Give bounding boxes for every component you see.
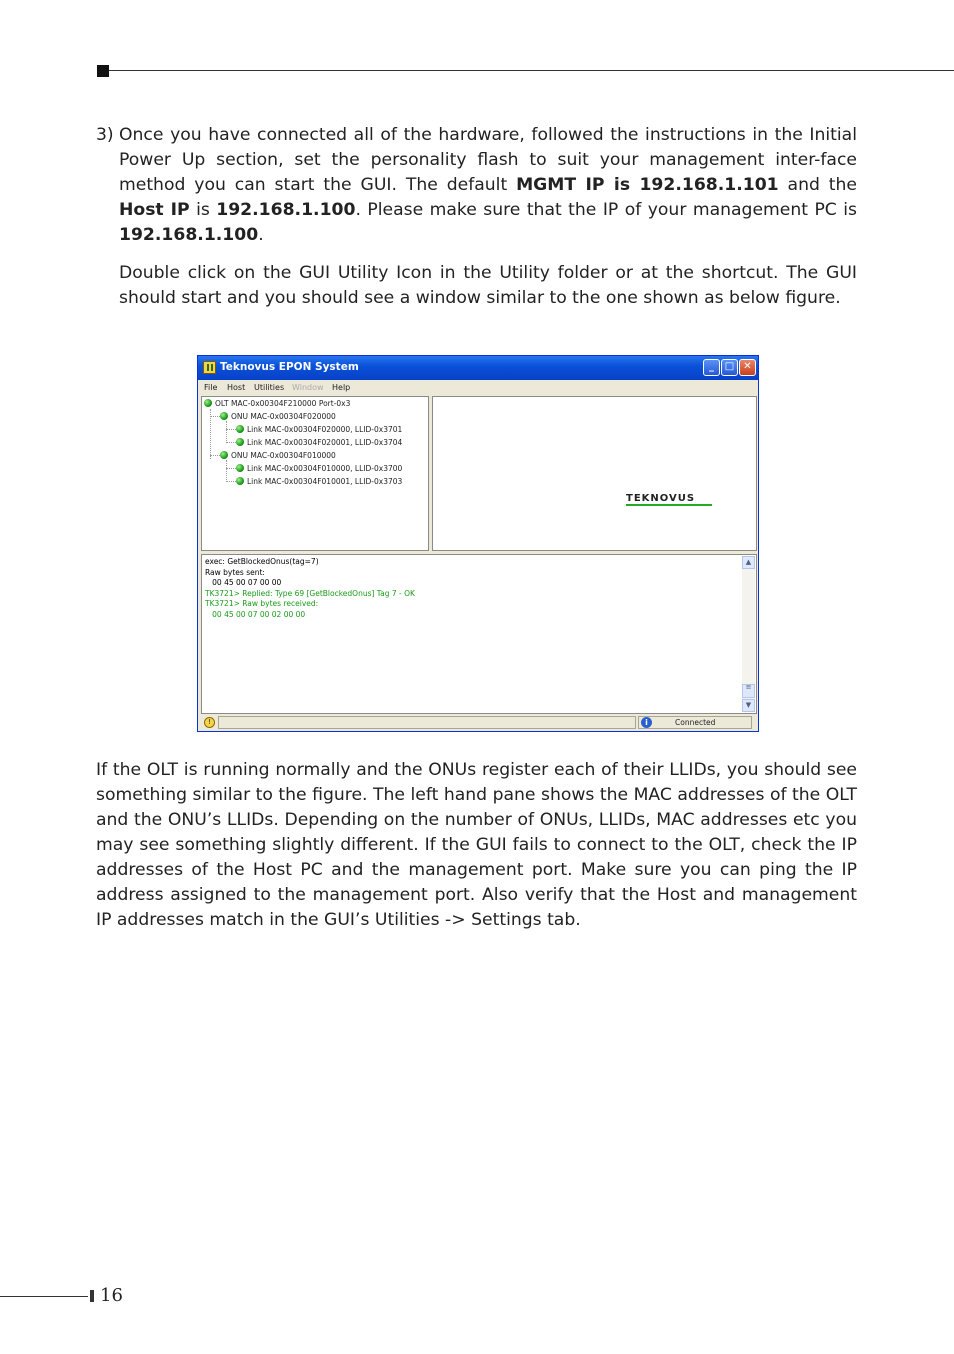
info-icon: i [641,717,652,728]
tree-node-onu[interactable]: ONU MAC-0x00304F010000 [220,450,336,462]
menu-window[interactable]: Window [292,383,324,392]
log-line: 00 45 00 07 00 02 00 00 [205,609,306,619]
list-item-number: 3) [96,125,114,145]
log-line: TK3721> Replied: Type 69 [GetBlockedOnus] Tag 7 - OK [205,588,415,598]
tree-node-link[interactable]: Link MAC-0x00304F010000, LLID-0x3700 [236,463,402,475]
status-field-connection [638,716,752,729]
page-number: 16 [100,1285,123,1306]
window-title: Teknovus EPON System [220,361,359,373]
teknovus-logo: TEKNOVUS [626,493,696,504]
menu-utilities[interactable]: Utilities [254,383,285,392]
paragraph-instructions: Once you have connected all of the hardware, followed the instructions in the Initial Power Up section, set the personality flash to suit your management inter-face method you can start the GUI. The default MGMT IP is 192.168.1.101 and the Host IP is 192.168.1.100. Please make sure that the IP of your management PC is 192.168.1.100. [119,125,857,245]
gui-window-screenshot [197,355,759,732]
close-icon[interactable]: ✕ [739,359,756,376]
log-line: 00 45 00 07 00 00 [205,578,282,587]
status-green-icon [204,399,212,407]
scroll-down-icon[interactable]: ▼ [742,699,755,712]
menu-help[interactable]: Help [332,383,351,392]
paragraph-gui-start: Double click on the GUI Utility Icon in the Utility folder or at the shortcut. The GUI should start and you should see a window similar to the one shown as below figure. [119,263,857,308]
log-line: exec: GetBlockedOnus(tag=7) [205,557,319,566]
tree-node-onu[interactable]: ONU MAC-0x00304F020000 [220,411,336,423]
tree-node-link[interactable]: Link MAC-0x00304F020001, LLID-0x3704 [236,437,402,449]
scroll-thumb[interactable]: ≡ [742,684,755,698]
maximize-icon[interactable]: □ [721,359,738,376]
title-bar [198,356,758,380]
scroll-up-icon[interactable]: ▲ [742,556,755,569]
log-scrollbar[interactable] [742,556,755,712]
tree-node-link[interactable]: Link MAC-0x00304F020000, LLID-0x3701 [236,424,402,436]
status-field-empty [218,716,636,729]
tree-node-olt[interactable]: OLT MAC-0x00304F210000 Port-0x3 [204,398,350,410]
header-rule [109,70,954,71]
log-line: TK3721> Raw bytes received: [205,599,319,608]
status-green-icon [236,464,244,472]
warning-icon: ! [204,717,215,728]
log-line: Raw bytes sent: [205,567,265,577]
device-tree-pane [201,396,429,551]
status-green-icon [220,451,228,459]
connection-status: Connected [675,718,716,727]
log-pane [201,554,757,714]
menu-bar [198,380,758,396]
footer-rule [0,1296,88,1297]
minimize-icon[interactable]: _ [703,359,720,376]
footer-marker [90,1290,94,1302]
status-green-icon [236,438,244,446]
status-green-icon [236,477,244,485]
detail-pane [432,396,757,551]
tree-node-link[interactable]: Link MAC-0x00304F010001, LLID-0x3703 [236,476,402,488]
status-green-icon [236,425,244,433]
status-bar [198,714,758,731]
paragraph-troubleshooting: If the OLT is running normally and the ONUs register each of their LLIDs, you should see something similar to the figure. The left hand pane shows the MAC addresses of the OLT and the ONU’s LLIDs. Depending on the number of ONUs, LLIDs, MAC addresses etc you may see something slightly different. If the GUI fails to connect to the OLT, check the IP addresses of the Host PC and the management port. Make sure you can ping the IP address assigned to the management port. Also verify that the Host and management IP addresses match in the GUI’s Utilities -> Settings tab. [96,760,857,930]
header-square [97,65,109,77]
menu-file[interactable]: File [204,383,218,392]
app-icon [203,361,216,374]
menu-host[interactable]: Host [227,383,246,392]
status-green-icon [220,412,228,420]
